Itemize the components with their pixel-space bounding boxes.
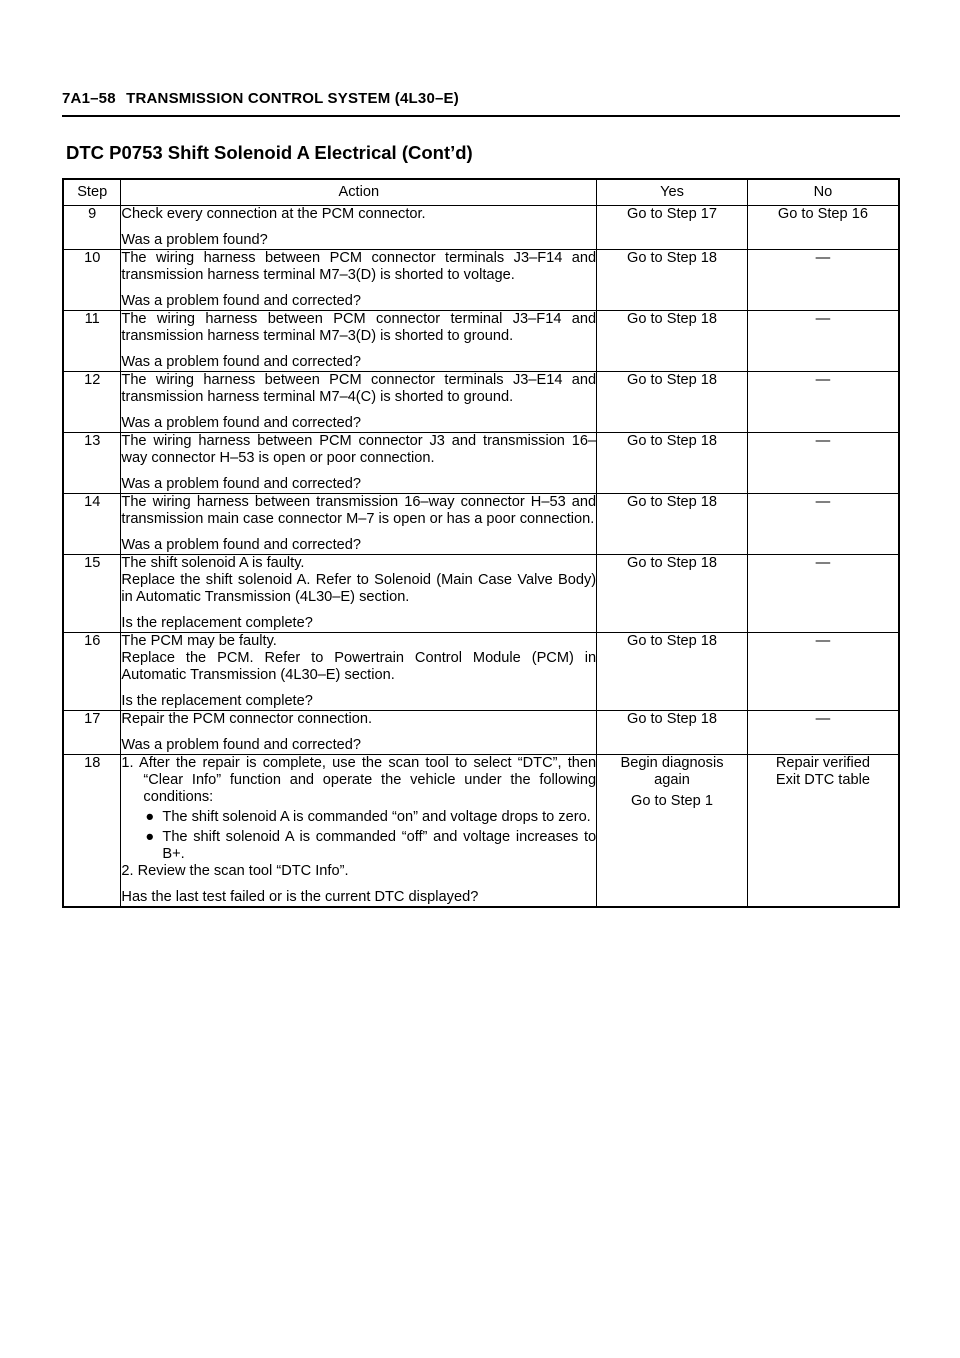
table-header-row: [63, 179, 899, 206]
no-result: [747, 755, 899, 908]
yes-result-line: Begin diagnosis: [620, 755, 724, 771]
condition-item-on: [121, 809, 596, 826]
table-row: [63, 372, 899, 433]
step-number: 16: [63, 633, 121, 711]
condition-text: The shift solenoid A is commanded “off” and voltage increases to B+.: [162, 829, 597, 862]
yes-result: Go to Step 18: [597, 711, 748, 755]
yes-result: Go to Step 18: [597, 311, 748, 372]
column-header-step: Step: [63, 179, 121, 206]
bullet-icon: ●: [145, 809, 155, 825]
no-result: —: [747, 555, 899, 633]
step-number: 11: [63, 311, 121, 372]
page-title: DTC P0753 Shift Solenoid A Electrical (Cont’d): [66, 142, 473, 163]
yes-result: Go to Step 18: [597, 433, 748, 494]
no-result: —: [747, 494, 899, 555]
page-number: 7A1–58: [62, 90, 116, 107]
action-text: The shift solenoid A is faulty.: [121, 555, 305, 571]
no-result-line: Exit DTC table: [775, 772, 870, 788]
condition-item-off: [121, 829, 596, 863]
yes-result-line: Go to Step 1: [631, 793, 713, 809]
step-number: 15: [63, 555, 121, 633]
yes-result: Go to Step 18: [597, 494, 748, 555]
no-result: —: [747, 633, 899, 711]
action-question: Was a problem found and corrected?: [121, 293, 361, 309]
action-text: The PCM may be faulty.: [121, 633, 277, 649]
no-result: —: [747, 311, 899, 372]
instruction-item-2: 2. Review the scan tool “DTC Info”.: [121, 863, 349, 879]
action-question: Was a problem found and corrected?: [121, 537, 361, 553]
table-row: [63, 433, 899, 494]
column-header-yes: Yes: [597, 179, 748, 206]
header-rule: [62, 115, 900, 117]
action-cell: [121, 311, 597, 372]
no-result: —: [747, 711, 899, 755]
action-cell: [121, 372, 597, 433]
action-text: The wiring harness between transmission 16–way connector H–53 and transmission main case connector M–7 is open or has a poor connection.: [121, 494, 597, 527]
yes-result-line: again: [654, 772, 690, 788]
step-number: 18: [63, 755, 121, 908]
column-header-no: No: [747, 179, 899, 206]
table-row: [63, 206, 899, 250]
yes-result: Go to Step 17: [597, 206, 748, 250]
action-cell: [121, 755, 597, 908]
instruction-item-1: 1. After the repair is complete, use the scan tool to select “DTC”, then “Clear Info” function and operate the vehicle under the following conditions:: [121, 755, 597, 805]
action-cell: [121, 433, 597, 494]
step-number: 10: [63, 250, 121, 311]
yes-result: Go to Step 18: [597, 633, 748, 711]
no-result: —: [747, 250, 899, 311]
step-number: 9: [63, 206, 121, 250]
action-cell: [121, 206, 597, 250]
action-question: Was a problem found and corrected?: [121, 737, 361, 753]
yes-result: Go to Step 18: [597, 372, 748, 433]
action-text: The wiring harness between PCM connector J3 and transmission 16–way connector H–53 is open or poor connection.: [121, 433, 597, 466]
action-text: The wiring harness between PCM connector terminal J3–F14 and transmission harness terminal M7–3(D) is shorted to ground.: [121, 311, 597, 344]
action-question: Is the replacement complete?: [121, 615, 313, 631]
step-number: 13: [63, 433, 121, 494]
action-cell: [121, 494, 597, 555]
table-body: [63, 206, 899, 908]
step-number: 12: [63, 372, 121, 433]
table-row: [63, 555, 899, 633]
no-result: Go to Step 16: [747, 206, 899, 250]
yes-result: Go to Step 18: [597, 250, 748, 311]
action-text: Repair the PCM connector connection.: [121, 711, 373, 727]
action-cell: [121, 633, 597, 711]
action-question: Was a problem found?: [121, 232, 268, 248]
table-row: [63, 755, 899, 908]
action-question: Was a problem found and corrected?: [121, 415, 361, 431]
action-question: Was a problem found and corrected?: [121, 476, 361, 492]
no-result: —: [747, 372, 899, 433]
action-text: Check every connection at the PCM connector.: [121, 206, 426, 222]
action-text: Replace the PCM. Refer to Powertrain Control Module (PCM) in Automatic Transmission (4L30–E) section.: [121, 650, 597, 683]
table-row: [63, 250, 899, 311]
action-cell: [121, 250, 597, 311]
table-row: [63, 711, 899, 755]
step-number: 14: [63, 494, 121, 555]
table-row: [63, 311, 899, 372]
page-header: [62, 90, 900, 107]
condition-text: The shift solenoid A is commanded “on” and voltage drops to zero.: [162, 809, 591, 825]
no-result-line: Repair verified: [775, 755, 870, 771]
diagnostic-table: [62, 178, 900, 908]
action-question: Is the replacement complete?: [121, 693, 313, 709]
action-question: Was a problem found and corrected?: [121, 354, 361, 370]
column-header-action: Action: [121, 179, 597, 206]
action-text: Replace the shift solenoid A. Refer to Solenoid (Main Case Valve Body) in Automatic Transmission (4L30–E) section.: [121, 572, 597, 605]
yes-result: [597, 755, 748, 908]
no-result: —: [747, 433, 899, 494]
action-text: The wiring harness between PCM connector terminals J3–F14 and transmission harness terminal M7–3(D) is shorted to voltage.: [121, 250, 597, 283]
table-row: [63, 494, 899, 555]
action-cell: [121, 711, 597, 755]
table-row: [63, 633, 899, 711]
yes-result: Go to Step 18: [597, 555, 748, 633]
step-number: 17: [63, 711, 121, 755]
action-cell: [121, 555, 597, 633]
bullet-icon: ●: [145, 829, 155, 845]
section-title: TRANSMISSION CONTROL SYSTEM (4L30–E): [126, 90, 459, 107]
action-text: The wiring harness between PCM connector terminals J3–E14 and transmission harness terminal M7–4(C) is shorted to ground.: [121, 372, 597, 405]
action-question: Has the last test failed or is the current DTC displayed?: [121, 889, 479, 905]
